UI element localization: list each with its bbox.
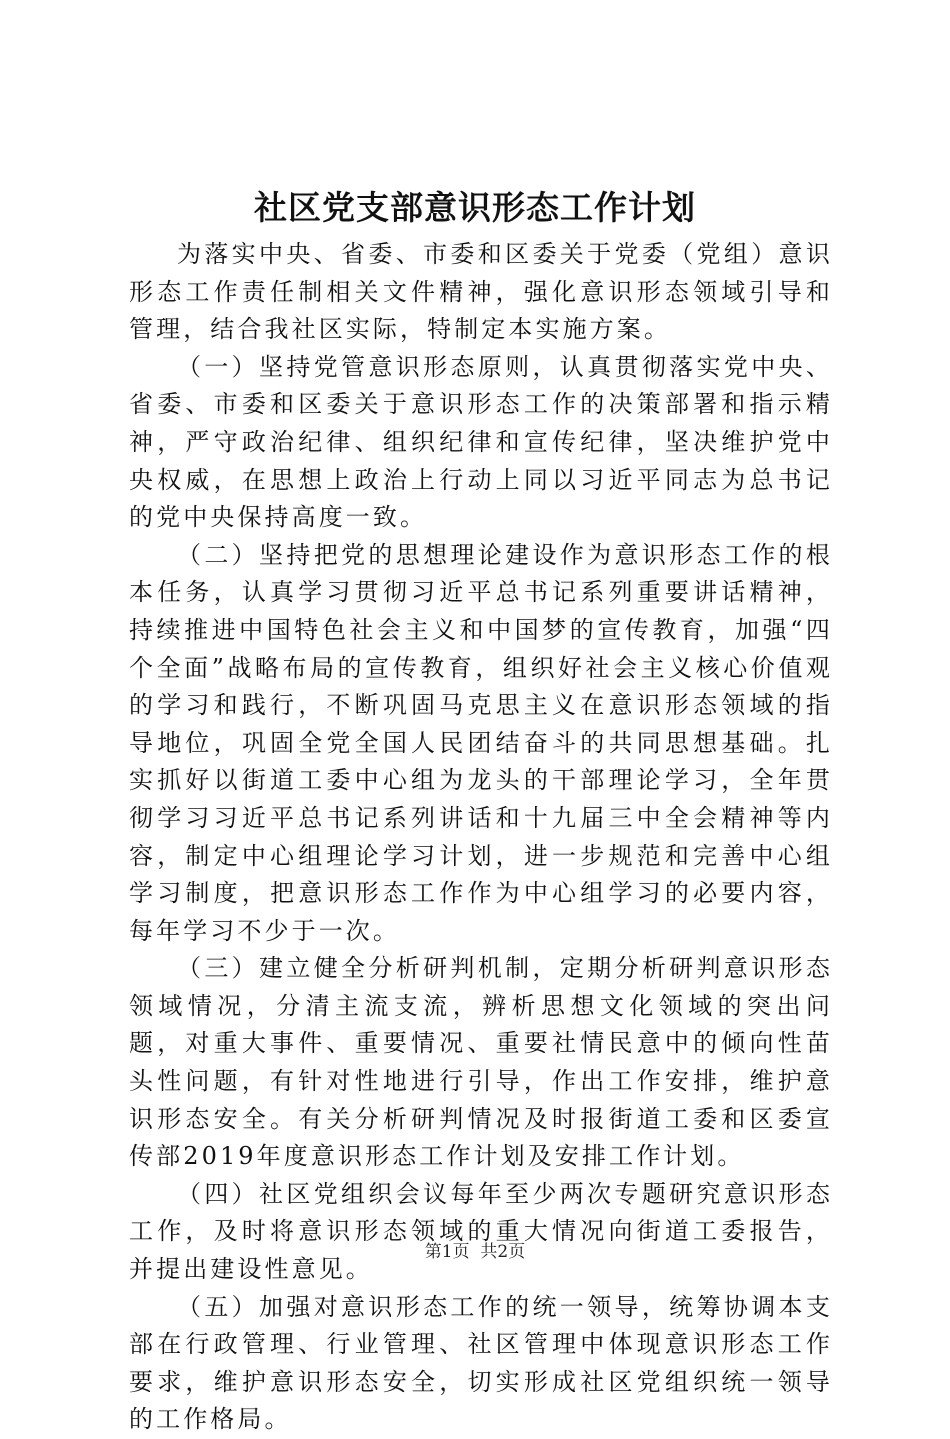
page-number: 第1页: [424, 1242, 470, 1262]
document-title: 社区党支部意识形态工作计划: [254, 188, 696, 227]
section-3-paragraph: （三）建立健全分析研判机制，定期分析研判意识形态领域情况，分清主流支流，辨析思想文化领域的突出问题，对重大事件、重要情况、重要社情民意中的倾向性苗头性问题，有针对性地进行引导，作出工作安排，维护意识形态安全。有关分析研判情况及时报街道工委和区委宣传部2019年度意识形态工作计划及安排工作计划。: [129, 954, 833, 1171]
section-1-paragraph: （一）坚持党管意识形态原则，认真贯彻落实党中央、省委、市委和区委关于意识形态工作的决策部署和指示精神，严守政治纪律、组织纪律和宣传纪律，坚决维护党中央权威，在思想上政治上行动上同以习近平同志为总书记的党中央保持高度一致。: [129, 352, 833, 532]
section-2-paragraph: （二）坚持把党的思想理论建设作为意识形态工作的根本任务，认真学习贯彻习近平总书记系列重要讲话精神，持续推进中国特色社会主义和中国梦的宣传教育，加强“四个全面”战略布局的宣传教育，组织好社会主义核心价值观的学习和践行，不断巩固马克思主义在意识形态领域的指导地位，巩固全党全国人民团结奋斗的共同思想基础。扎实抓好以街道工委中心组为龙头的干部理论学习，全年贯彻学习习近平总书记系列讲话和十九届三中全会精神等内容，制定中心组理论学习计划，进一步规范和完善中心组学习制度，把意识形态工作作为中心组学习的必要内容，每年学习不少于一次。: [129, 540, 833, 945]
intro-paragraph: 为落实中央、省委、市委和区委关于党委（党组）意识形态工作责任制相关文件精神，强化意识形态领域引导和管理，结合我社区实际，特制定本实施方案。: [129, 240, 833, 344]
section-5-paragraph: （五）加强对意识形态工作的统一领导，统筹协调本支部在行政管理、行业管理、社区管理中体现意识形态工作要求，维护意识形态安全，切实形成社区党组织统一领导的工作格局。: [129, 1292, 833, 1434]
page-total: 共2页: [480, 1242, 526, 1262]
section-4-paragraph: （四）社区党组织会议每年至少两次专题研究意识形态工作，及时将意识形态领域的重大情况向街道工委报告，并提出建设性意见。: [129, 1179, 833, 1284]
page-footer: [0, 1240, 950, 1264]
footer-spacer: [470, 1242, 481, 1262]
